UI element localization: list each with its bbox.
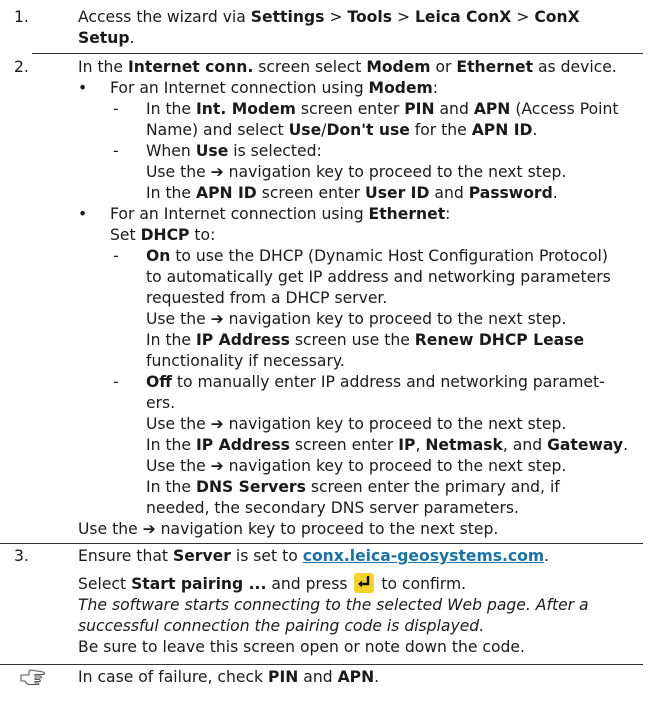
text-run: Name) and select <box>146 121 289 139</box>
text-run: For an Internet connection using <box>110 79 369 97</box>
step-body <box>78 57 644 540</box>
text-run: . <box>532 121 538 139</box>
bold-term: Modem <box>366 58 431 76</box>
list-item <box>78 141 644 162</box>
text-run: , <box>415 436 426 454</box>
text-run: requested from a DHCP server. <box>146 289 388 307</box>
bold-term: Renew DHCP Lease <box>414 331 585 349</box>
bold-term: Ethernet <box>456 58 534 76</box>
pairing-line <box>78 573 644 595</box>
bold-term: Password <box>468 184 553 202</box>
step-text-line <box>78 330 644 351</box>
step-number: 3. <box>14 547 29 565</box>
separator <box>0 543 643 544</box>
text-run: navigation key to proceed to the next step. <box>223 163 567 181</box>
text-run: navigation key to proceed to the next step. <box>223 415 567 433</box>
step-text-line <box>78 7 644 28</box>
text-run: . <box>544 547 550 565</box>
bold-term: APN ID <box>196 184 257 202</box>
bold-term: APN ID <box>471 121 533 139</box>
text-run: Use the <box>146 163 211 181</box>
bullet: • <box>78 205 88 223</box>
bold-term: User ID <box>365 184 430 202</box>
text-run: navigation key to proceed to the next step. <box>155 520 499 538</box>
text-run: . <box>552 184 558 202</box>
step-intro <box>78 57 644 78</box>
leave-screen-note: Be sure to leave this screen open or note down the code. <box>78 638 525 656</box>
bold-term: Start pairing ... <box>131 575 267 593</box>
bold-term: Netmask <box>425 436 503 454</box>
text-run: navigation key to proceed to the next step. <box>223 457 567 475</box>
text-run: Use the <box>146 415 211 433</box>
text-run: In the <box>146 331 196 349</box>
text-run: or <box>430 58 457 76</box>
arrow-right-icon: ➔ <box>210 163 224 181</box>
text-run: to: <box>189 226 216 244</box>
separator <box>32 53 643 54</box>
text-run: to confirm. <box>376 575 467 593</box>
bold-term: Ethernet <box>368 205 446 223</box>
bold-term: PIN <box>268 668 299 686</box>
text-run: , and <box>502 436 548 454</box>
bold-term: APN <box>337 668 375 686</box>
list-item <box>78 372 644 393</box>
bold-term: IP Address <box>196 436 290 454</box>
bold-term: Server <box>173 547 231 565</box>
arrow-right-icon: ➔ <box>142 520 156 538</box>
text-run: Select <box>78 575 132 593</box>
text-run: is set to <box>230 547 303 565</box>
bold-term: DHCP <box>140 226 190 244</box>
bullet: • <box>78 79 88 97</box>
text-run: For an Internet connection using <box>110 205 369 223</box>
text-run: screen enter <box>295 100 405 118</box>
step-number: 1. <box>14 8 29 26</box>
step-text-line <box>78 477 644 498</box>
text-run: In the <box>146 436 196 454</box>
bold-term: Don't use <box>326 121 410 139</box>
text-run: In the <box>78 58 128 76</box>
step-text-line <box>78 162 644 183</box>
bold-term: IP <box>398 436 416 454</box>
text-run: to manually enter IP address and networking paramet- <box>171 373 605 391</box>
text-run: as device. <box>533 58 617 76</box>
bold-term: Leica ConX <box>414 8 512 26</box>
step-text-line <box>78 120 644 141</box>
bold-term: PIN <box>404 100 435 118</box>
dash: - <box>113 142 119 160</box>
arrow-right-icon: ➔ <box>210 310 224 328</box>
step-text-line <box>78 351 644 372</box>
text-run: Access the wizard via <box>78 8 251 26</box>
step-text-line <box>78 456 644 477</box>
step-text-line <box>78 393 644 414</box>
text-run: . <box>374 668 380 686</box>
step-text-line <box>78 225 644 246</box>
separator <box>0 664 643 665</box>
text-run: and <box>434 100 474 118</box>
step-outro <box>78 519 644 540</box>
list-item <box>78 99 644 120</box>
text-run: . <box>129 29 135 47</box>
text-run: Set <box>110 226 141 244</box>
dash: - <box>113 100 119 118</box>
text-run: ers. <box>146 394 176 412</box>
text-run: > <box>511 8 535 26</box>
text-run: Ensure that <box>78 547 173 565</box>
text-run: and press <box>266 575 353 593</box>
info-italic-line: The software starts connecting to the selected Web page. After a <box>78 596 589 614</box>
text-run: (Access Point <box>510 100 619 118</box>
text-run: In case of failure, check <box>78 668 269 686</box>
text-run: Use the <box>146 457 211 475</box>
step-body <box>78 7 644 49</box>
bold-term: Use <box>195 142 229 160</box>
text-run: screen enter the primary and, if <box>305 478 560 496</box>
dash: - <box>113 373 119 391</box>
bold-term: APN <box>473 100 511 118</box>
text-run: to automatically get IP address and networking parameters <box>146 268 611 286</box>
text-run: navigation key to proceed to the next step. <box>223 310 567 328</box>
list-item <box>78 204 644 225</box>
text-run: Use the <box>146 310 211 328</box>
text-run: needed, the secondary DNS server parameters. <box>146 499 519 517</box>
text-run: In the <box>146 100 196 118</box>
text-run: : <box>445 205 451 223</box>
arrow-right-icon: ➔ <box>210 457 224 475</box>
bold-term: Tools <box>347 8 392 26</box>
step-text-line <box>78 288 644 309</box>
text-run: and <box>429 184 469 202</box>
info-italic-line: successful connection the pairing code is displayed. <box>78 617 485 635</box>
text-run: In the <box>146 478 196 496</box>
text-run: > <box>324 8 348 26</box>
bold-term: Int. Modem <box>196 100 296 118</box>
text-run: to use the DHCP (Dynamic Host Configuration Protocol) <box>170 247 608 265</box>
list-item <box>78 246 644 267</box>
text-run: Use the <box>78 520 143 538</box>
text-run: > <box>392 8 415 26</box>
text-run: is selected: <box>228 142 322 160</box>
bold-term: Setup <box>78 29 130 47</box>
step-text-line <box>78 267 644 288</box>
tip-body <box>78 667 644 688</box>
bold-term: On <box>146 247 171 265</box>
bold-term: Modem <box>368 79 433 97</box>
pointing-hand-icon <box>20 669 46 691</box>
step-text-line <box>78 28 644 49</box>
server-link[interactable]: conx.leica-geosystems.com <box>302 547 545 565</box>
step-text-line <box>78 183 644 204</box>
tip-text <box>78 667 644 688</box>
step-text-line <box>78 309 644 330</box>
step-body <box>78 546 644 658</box>
text-run: and <box>298 668 338 686</box>
text-run: / <box>321 121 327 139</box>
list-item <box>78 78 644 99</box>
text-run: screen enter <box>256 184 366 202</box>
bold-term: DNS Servers <box>196 478 306 496</box>
text-run: functionality if necessary. <box>146 352 345 370</box>
arrow-right-icon: ➔ <box>210 415 224 433</box>
bold-term: Use <box>288 121 322 139</box>
bold-term: Off <box>146 373 172 391</box>
text-run: for the <box>409 121 472 139</box>
enter-key-icon <box>354 573 374 593</box>
bold-term: Internet conn. <box>128 58 254 76</box>
step-text-line <box>78 435 644 456</box>
step-text-line <box>78 498 644 519</box>
step-number: 2. <box>14 58 29 76</box>
bold-term: ConX <box>534 8 580 26</box>
text-run: screen select <box>253 58 367 76</box>
text-run: screen enter <box>289 436 399 454</box>
bold-term: IP Address <box>196 331 290 349</box>
server-line <box>78 546 644 567</box>
text-run: screen use the <box>289 331 415 349</box>
text-run: . <box>623 436 629 454</box>
dash: - <box>113 247 119 265</box>
bold-term: Settings <box>250 8 325 26</box>
step-text-line <box>78 414 644 435</box>
text-run: : <box>432 79 439 97</box>
text-run: In the <box>146 184 196 202</box>
text-run: When <box>146 142 196 160</box>
bold-term: Gateway <box>547 436 624 454</box>
